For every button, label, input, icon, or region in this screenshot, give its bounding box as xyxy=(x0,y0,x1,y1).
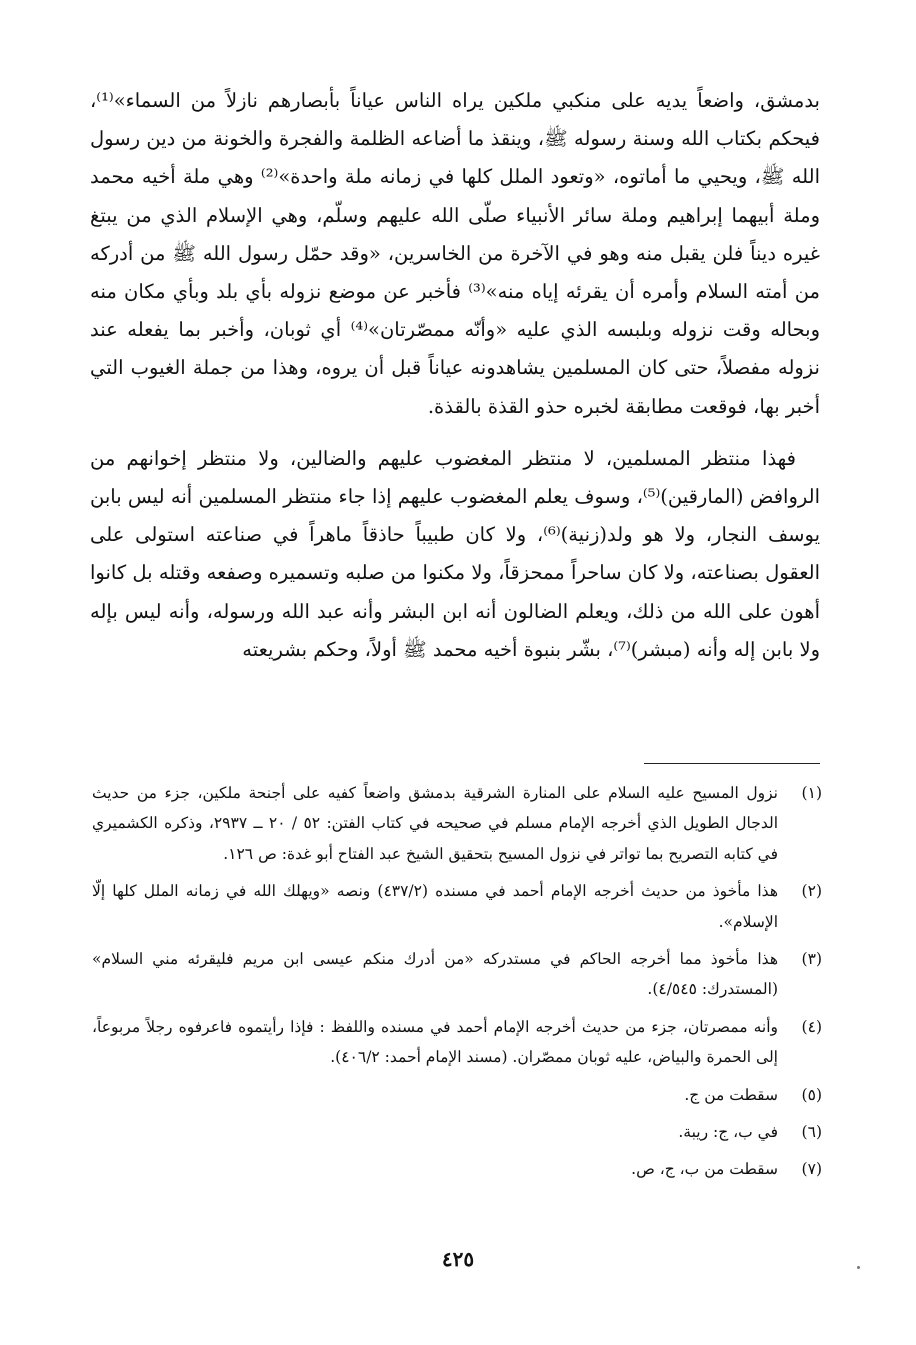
page-number: ٤٢٥ xyxy=(441,1247,475,1271)
body-paragraph-1: بدمشق، واضعاً يديه على منكبي ملكين يراه الناس عياناً بأبصارهم نازلاً من السماء»⁽¹⁾، فيحكم بكتاب الله وسنة رسوله ﷺ، وينقذ ما أضاعه الظلمة والفجرة والخونة من دين رسول الله ﷺ، ويحيي ما أماتوه، «وتعود الملل كلها في زمانه ملة واحدة»⁽²⁾ وهي ملة أخيه محمد وملة أبيهما إبراهيم وملة سائر الأنبياء صلّى الله عليهم وسلّم، وهي الإسلام الذي من يبتغ غيره ديناً فلن يقبل منه وهو في الآخرة من الخاسرين، «وقد حمّل رسول الله ﷺ من أدركه من أمته السلام وأمره أن يقرئه إياه منه»⁽³⁾ فأخبر عن موضع نزوله بأي بلد وبأي مكان منه وبحاله وقت نزوله وبلبسه الذي عليه «وأنّه ممصّرتان»⁽⁴⁾ أي ثوبان، وأخبر بما يفعله عند نزوله مفصلاً، حتى كان المسلمين يشاهدونه عياناً قبل أن يروه، وهذا من جملة الغيوب التي أخبر بها، فوقعت مطابقة لخبره حذو القذة بالقذة. xyxy=(90,89,821,418)
footnote-5 xyxy=(92,1080,822,1110)
footnote-number: (٢) xyxy=(801,882,822,901)
footnote-number: (٤) xyxy=(801,1017,822,1036)
footnote-text: في ب، ج: ريبة. xyxy=(678,1123,778,1142)
body-paragraph-2: فهذا منتظر المسلمين، لا منتظر المغضوب عليهم والضالين، ولا منتظر إخوانهم من الروافض (المارقين)⁽⁵⁾، وسوف يعلم المغضوب عليهم إذا جاء منتظر المسلمين أنه ليس بابن يوسف النجار، ولا هو ولد(زنية)⁽⁶⁾، ولا كان طبيباً حاذقاً ماهراً في صناعته استولى على العقول بصناعته، ولا كان ساحراً ممحزقاً، ولا مكنوا من صلبه وتسميره وصفعه وقتله بل كانوا أهون على الله من ذلك، ويعلم الضالون أنه ابن البشر وأنه عبد الله ورسوله، وأنه ليس بإله ولا بابن إله وأنه (مبشر)⁽⁷⁾، بشّر بنبوة أخيه محمد ﷺ أولاً، وحكم بشريعته xyxy=(90,446,821,661)
footnote-text: هذا مأخوذ من حديث أخرجه الإمام أحمد في مسنده (٤٣٧/٢) ونصه «ويهلك الله في زمانه الملل كلها إلّا الإسلام». xyxy=(92,882,778,931)
footnote-number: (٧) xyxy=(801,1160,822,1179)
footnote-text: وأنه ممصرتان، جزء من حديث أخرجه الإمام أحمد في مسنده واللفظ : فإذا رأيتموه فاعرفوه رجلاً مربوعاً، إلى الحمرة والبياض، عليه ثوبان ممصّران. (مسند الإمام أحمد: ٤٠٦/٢). xyxy=(92,1017,778,1067)
footnote-number: (٣) xyxy=(801,950,822,969)
footnotes xyxy=(92,778,822,1192)
footnote-text: سقطت من ب، ج، ص. xyxy=(631,1160,778,1179)
main-text xyxy=(90,82,820,669)
scan-speck xyxy=(857,1266,860,1269)
footnote-separator xyxy=(644,763,820,764)
footnote-text: سقطت من ج. xyxy=(684,1085,778,1104)
footnote-text: هذا مأخوذ مما أخرجه الحاكم في مستدركه «من أدرك منكم عيسى ابن مريم فليقرئه مني السلام» (المستدرك: ٤/٥٤٥). xyxy=(92,950,778,999)
footnote-1 xyxy=(92,778,822,869)
footnote-number: (٥) xyxy=(801,1085,822,1104)
footnote-7 xyxy=(92,1154,822,1184)
footnote-number: (١) xyxy=(801,784,822,802)
footnote-6 xyxy=(92,1117,822,1147)
footnote-3 xyxy=(92,944,822,1005)
footnote-number: (٦) xyxy=(801,1123,822,1142)
footnote-4 xyxy=(92,1012,822,1073)
footnote-text: نزول المسيح عليه السلام على المنارة الشرقية بدمشق واضعاً كفيه على أجنحة ملكين، جزء من حديث الدجال الطويل الذي أخرجه الإمام مسلم في صحيحه في كتاب الفتن: ٥٢ / ٢٠ ــ ٢٩٣٧، وذكره الكشميري في كتابه التصريح بما تواتر في نزول المسيح بتحقيق الشيخ عبد الفتاح أبو غدة: ص ١٢٦. xyxy=(92,784,778,863)
footnote-2 xyxy=(92,876,822,937)
